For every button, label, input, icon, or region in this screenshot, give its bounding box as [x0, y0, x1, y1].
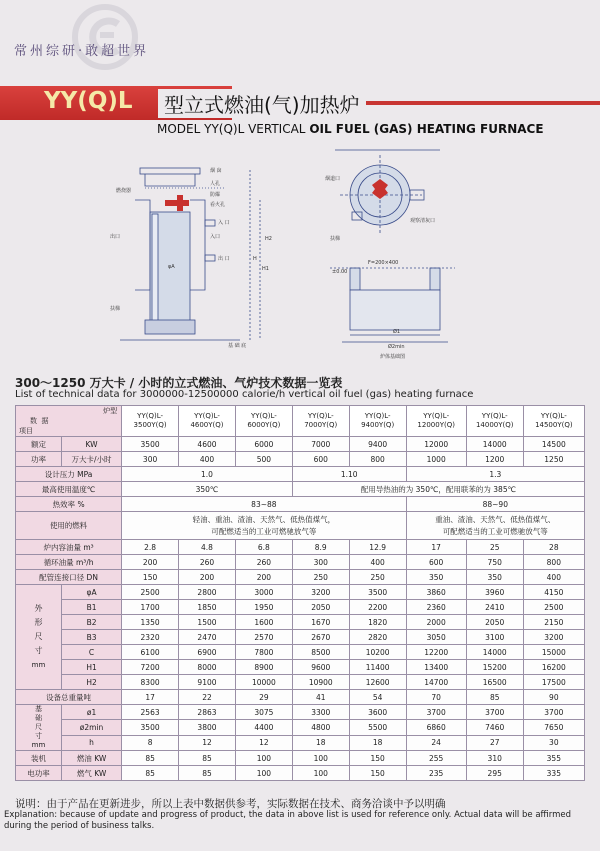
table-cell: 100 — [292, 766, 349, 781]
corner-mid2: 据 — [41, 417, 49, 425]
drawing-label-explosion: 防爆 — [210, 192, 221, 198]
table-cell: 800 — [349, 452, 406, 467]
table-cell: 8900 — [235, 660, 292, 675]
table-row — [16, 555, 585, 570]
drawing-label-ladder: 扶梯 — [110, 306, 121, 312]
table-cell: 600 — [292, 452, 349, 467]
row-unit: C — [61, 645, 121, 660]
table-cell: 3200 — [292, 585, 349, 600]
table-cell: 12000 — [406, 437, 466, 452]
table-cell: 9400 — [349, 437, 406, 452]
table-cell: 3100 — [466, 630, 523, 645]
table-cell: 85 — [122, 766, 179, 781]
table-cell: 400 — [349, 555, 406, 570]
dim-row — [16, 675, 585, 690]
table-row — [16, 540, 585, 555]
table-cell: 22 — [179, 690, 236, 705]
table-cell: 1350 — [122, 615, 179, 630]
table-cell: 235 — [406, 766, 466, 781]
row-label: 装机 — [16, 751, 62, 766]
table-cell: 800 — [523, 555, 584, 570]
title-banner — [0, 86, 600, 120]
dim-row — [16, 585, 585, 600]
dims-char: 寸 — [34, 646, 43, 655]
table-cell: 150 — [349, 751, 406, 766]
row-unit: H2 — [61, 675, 121, 690]
title-en-prefix: MODEL YY(Q)L VERTICAL — [157, 122, 310, 136]
table-cell: 16200 — [523, 660, 584, 675]
table-cell: 350 — [466, 570, 523, 585]
table-cell: 41 — [292, 690, 349, 705]
table-cell: 配用导热油的为 350℃，配用联苯的为 385℃ — [292, 482, 584, 497]
table-cell: 150 — [122, 570, 179, 585]
table-cell: 350 — [406, 570, 466, 585]
table-cell: 8 — [122, 735, 179, 750]
table-cell: 250 — [349, 570, 406, 585]
table-cell: 100 — [235, 751, 292, 766]
table-cell: 1670 — [292, 615, 349, 630]
table-cell: 2670 — [292, 630, 349, 645]
company-slogan: 常州综研·敢超世界 — [14, 44, 150, 59]
row-label: 炉内容油量 m³ — [16, 540, 122, 555]
table-cell: 3700 — [466, 705, 523, 720]
table-cell: 1.3 — [406, 467, 584, 482]
row-unit: H1 — [61, 660, 121, 675]
table-cell: 85 — [179, 751, 236, 766]
found-char: 础 — [34, 714, 42, 722]
table-cell: 14700 — [406, 675, 466, 690]
row-label: 最高使用温度℃ — [16, 482, 122, 497]
table-cell: 3500 — [349, 585, 406, 600]
table-cell: 6.8 — [235, 540, 292, 555]
table-row — [16, 482, 585, 497]
drawing-label-smoke: 烟 囱 — [210, 168, 222, 174]
table-cell: 4.8 — [179, 540, 236, 555]
row-label: 功率 — [16, 452, 62, 467]
found-char: mm — [31, 741, 46, 749]
table-cell: 255 — [406, 751, 466, 766]
table-cell: 3700 — [406, 705, 466, 720]
table-cell: 12.9 — [349, 540, 406, 555]
table-cell: 3500 — [122, 720, 179, 735]
table-cell: 2470 — [179, 630, 236, 645]
table-cell: 300 — [292, 555, 349, 570]
table-cell: 12 — [235, 735, 292, 750]
table-cell: 13400 — [406, 660, 466, 675]
foundation-row — [16, 720, 585, 735]
row-unit: ø2min — [61, 720, 121, 735]
row-label: 热效率 % — [16, 497, 122, 512]
table-cell: 16500 — [466, 675, 523, 690]
dim-row — [16, 600, 585, 615]
table-cell: 8.9 — [292, 540, 349, 555]
table-cell: 85 — [179, 766, 236, 781]
row-label: 额定 — [16, 437, 62, 452]
table-cell: 12 — [179, 735, 236, 750]
table-cell: 2563 — [122, 705, 179, 720]
table-cell: 2863 — [179, 705, 236, 720]
table-cell: 10000 — [235, 675, 292, 690]
table-row — [16, 467, 585, 482]
drawing-label-observation: 看火孔 — [210, 202, 226, 208]
table-cell: 400 — [179, 452, 236, 467]
table-cell: 2320 — [122, 630, 179, 645]
drawing-label-outlet-left: 出口 — [110, 234, 121, 240]
table-cell: 1700 — [122, 600, 179, 615]
table-cell: 4800 — [292, 720, 349, 735]
table-cell: 29 — [235, 690, 292, 705]
table-cell — [122, 512, 406, 540]
table-cell: 83~88 — [122, 497, 406, 512]
table-cell: 3200 — [523, 630, 584, 645]
table-cell: 3500 — [122, 437, 179, 452]
dims-char: mm — [31, 661, 46, 669]
table-row — [16, 437, 585, 452]
table-cell: 17 — [122, 690, 179, 705]
corner-bottom: 项目 — [19, 427, 33, 435]
table-cell: 1000 — [406, 452, 466, 467]
table-cell: 4150 — [523, 585, 584, 600]
table-row — [16, 452, 585, 467]
table-cell: 10200 — [349, 645, 406, 660]
row-unit: φA — [61, 585, 121, 600]
dims-group-label — [16, 585, 62, 690]
table-cell: 7460 — [466, 720, 523, 735]
table-cell: 8500 — [292, 645, 349, 660]
fuel-line: 重油、渣油、天然气、低热值煤气、 — [435, 514, 556, 524]
table-cell: 3800 — [179, 720, 236, 735]
table-cell: 200 — [122, 555, 179, 570]
table-cell: 30 — [523, 735, 584, 750]
drawing-label-inlet: 入 口 — [218, 220, 230, 226]
table-cell: 15000 — [523, 645, 584, 660]
dim-row — [16, 630, 585, 645]
fuel-line: 可配燃适当的工业可燃驰放气等 — [211, 526, 317, 536]
table-cell: 200 — [179, 570, 236, 585]
table-cell: 7650 — [523, 720, 584, 735]
drawing-label-oil-inlet: 入口 — [210, 234, 221, 240]
table-cell: 11400 — [349, 660, 406, 675]
table-row — [16, 690, 585, 705]
table-cell: 85 — [466, 690, 523, 705]
table-cell: 6000 — [235, 437, 292, 452]
table-cell: 3960 — [466, 585, 523, 600]
table-cell: 25 — [466, 540, 523, 555]
table-cell: 4600 — [179, 437, 236, 452]
table-title-cn: 300～1250 万大卡 / 小时的立式燃油、气炉技术数据一览表 — [15, 376, 343, 390]
front-view — [120, 168, 260, 340]
table-cell: 1200 — [466, 452, 523, 467]
drawing-label-H: H — [253, 256, 257, 262]
row-label: 循环油量 m³/h — [16, 555, 122, 570]
table-cell: 260 — [235, 555, 292, 570]
foundation-row — [16, 705, 585, 720]
found-char: 寸 — [34, 732, 42, 740]
table-cell: 8300 — [122, 675, 179, 690]
table-cell: 3860 — [406, 585, 466, 600]
table-cell: 1950 — [235, 600, 292, 615]
model-header: YY(Q)L-7000Y(Q) — [292, 406, 349, 437]
corner-cell — [16, 406, 122, 437]
table-cell: 12200 — [406, 645, 466, 660]
table-cell: 3600 — [349, 705, 406, 720]
table-cell: 100 — [292, 751, 349, 766]
table-cell: 335 — [523, 766, 584, 781]
drawing-label-H1: H1 — [262, 266, 269, 272]
table-cell: 310 — [466, 751, 523, 766]
drawing-label-F: F=200×400 — [368, 260, 399, 266]
dims-char: 尺 — [34, 632, 43, 641]
table-cell: 1600 — [235, 615, 292, 630]
furnace-drawing — [110, 140, 580, 365]
table-cell: 8000 — [179, 660, 236, 675]
table-cell: 2500 — [523, 600, 584, 615]
row-label: 设计压力 MPa — [16, 467, 122, 482]
table-cell: 1.10 — [292, 467, 406, 482]
table-cell: 260 — [179, 555, 236, 570]
fuel-line: 可配燃适当的工业可燃驰放气等 — [442, 526, 548, 536]
table-cell: 7200 — [122, 660, 179, 675]
table-cell: 150 — [349, 766, 406, 781]
table-cell: 4400 — [235, 720, 292, 735]
table-cell: 14500 — [523, 437, 584, 452]
table-cell: 7000 — [292, 437, 349, 452]
foundation-row — [16, 735, 585, 750]
drawing-label-side-ladder: 扶梯 — [330, 236, 341, 242]
table-cell: 1850 — [179, 600, 236, 615]
table-cell: 2570 — [235, 630, 292, 645]
table-row — [16, 751, 585, 766]
table-cell: 3050 — [406, 630, 466, 645]
table-cell: 18 — [349, 735, 406, 750]
table-cell: 2200 — [349, 600, 406, 615]
table-cell: 17500 — [523, 675, 584, 690]
table-cell: 6860 — [406, 720, 466, 735]
table-cell: 600 — [406, 555, 466, 570]
table-row — [16, 766, 585, 781]
table-cell: 27 — [466, 735, 523, 750]
table-cell: 2800 — [179, 585, 236, 600]
drawing-label-manhole: 人孔 — [210, 181, 221, 187]
company-logo — [70, 2, 140, 72]
dim-row — [16, 645, 585, 660]
row-label: 电功率 — [16, 766, 62, 781]
table-row — [16, 512, 585, 540]
table-cell: 17 — [406, 540, 466, 555]
drawing-label-foundation: 炉体基础图 — [380, 354, 406, 360]
table-cell: 54 — [349, 690, 406, 705]
corner-top: 炉型 — [103, 407, 118, 415]
table-cell: 1500 — [179, 615, 236, 630]
table-header-row — [16, 406, 585, 437]
table-row — [16, 570, 585, 585]
row-unit: B1 — [61, 600, 121, 615]
row-unit: h — [61, 735, 121, 750]
table-cell: 14000 — [466, 437, 523, 452]
model-header: YY(Q)L-4600Y(Q) — [179, 406, 236, 437]
table-cell: 3700 — [523, 705, 584, 720]
drawing-label-side-outlet: 烟道口 — [325, 176, 341, 182]
table-cell: 100 — [235, 766, 292, 781]
table-cell: 2050 — [466, 615, 523, 630]
row-label: 设备总重量吨 — [16, 690, 122, 705]
table-cell: 10900 — [292, 675, 349, 690]
corner-mid1: 数 — [30, 417, 37, 425]
table-cell: 90 — [523, 690, 584, 705]
table-cell: 250 — [292, 570, 349, 585]
explanation-cn: 说明：由于产品在更新进步，所以上表中数据供参考，实际数据在技术、商务洽谈中予以明确 — [15, 798, 446, 810]
table-cell: 295 — [466, 766, 523, 781]
found-char: 尺 — [34, 723, 42, 731]
table-cell: 70 — [406, 690, 466, 705]
table-cell: 2000 — [406, 615, 466, 630]
table-cell: 500 — [235, 452, 292, 467]
table-cell: 28 — [523, 540, 584, 555]
table-cell: 9100 — [179, 675, 236, 690]
drawing-label-side-cleaning: 观察清灰口 — [410, 218, 436, 224]
burner-icon — [165, 195, 189, 211]
title-en — [157, 122, 544, 136]
table-cell: 12600 — [349, 675, 406, 690]
corner-mid — [16, 416, 121, 426]
technical-data-table — [15, 405, 585, 781]
table-cell: 2.8 — [122, 540, 179, 555]
model-header: YY(Q)L-9400Y(Q) — [349, 406, 406, 437]
table-cell: 3300 — [292, 705, 349, 720]
table-cell: 1.0 — [122, 467, 293, 482]
row-label: 配管连接口径 DN — [16, 570, 122, 585]
row-unit: 万大卡/小时 — [61, 452, 121, 467]
table-cell: 3000 — [235, 585, 292, 600]
table-cell: 85 — [122, 751, 179, 766]
drawing-label-d1: Ø1 — [393, 329, 401, 335]
drawing-label-d2: Ø2min — [388, 344, 405, 350]
table-cell: 355 — [523, 751, 584, 766]
table-cell: 6100 — [122, 645, 179, 660]
model-header: YY(Q)L-14500Y(Q) — [523, 406, 584, 437]
row-unit: ø1 — [61, 705, 121, 720]
dims-char: 形 — [34, 618, 43, 627]
row-unit: B3 — [61, 630, 121, 645]
table-row — [16, 497, 585, 512]
table-cell: 2150 — [523, 615, 584, 630]
table-cell: 350℃ — [122, 482, 293, 497]
table-title-en: List of technical data for 3000000-12500000 calorie/h vertical oil fuel (gas) heating furnace — [15, 389, 474, 400]
table-cell: 5500 — [349, 720, 406, 735]
found-char: 基 — [34, 705, 42, 713]
table-cell: 18 — [292, 735, 349, 750]
table-cell: 14000 — [466, 645, 523, 660]
drawing-label-base: 基 础 底 — [228, 343, 247, 349]
table-cell: 400 — [523, 570, 584, 585]
row-unit: KW — [61, 437, 121, 452]
found-group-label — [16, 705, 62, 751]
dim-row — [16, 660, 585, 675]
drawing-label-burner: 燃烧器 — [116, 188, 132, 194]
explanation-en: Explanation: because of update and progress of product, the data in above list is used for reference only. Actual data will be affirmed during the period of business talks. — [4, 810, 571, 831]
table-cell — [406, 512, 584, 540]
drawing-label-outlet: 出 口 — [218, 256, 230, 262]
title-en-bold: OIL FUEL (GAS) HEATING FURNACE — [309, 122, 544, 136]
row-unit: B2 — [61, 615, 121, 630]
title-cn: 型立式燃油(气)加热炉 — [158, 89, 366, 118]
table-cell: 200 — [235, 570, 292, 585]
dims-char: 外 — [34, 604, 43, 613]
row-unit: 燃油 KW — [61, 751, 121, 766]
table-cell: 2820 — [349, 630, 406, 645]
model-header: YY(Q)L-6000Y(Q) — [235, 406, 292, 437]
table-cell: 7800 — [235, 645, 292, 660]
table-cell: 750 — [466, 555, 523, 570]
fuel-line: 轻油、重油、渣油、天然气、低热值煤气， — [192, 514, 336, 524]
row-unit: 燃气 KW — [61, 766, 121, 781]
table-cell: 2360 — [406, 600, 466, 615]
table-cell: 2410 — [466, 600, 523, 615]
model-header: YY(Q)L-14000Y(Q) — [466, 406, 523, 437]
table-cell: 3075 — [235, 705, 292, 720]
dim-row — [16, 615, 585, 630]
table-cell: 9600 — [292, 660, 349, 675]
model-header: YY(Q)L-12000Y(Q) — [406, 406, 466, 437]
table-cell: 6900 — [179, 645, 236, 660]
table-cell: 1250 — [523, 452, 584, 467]
model-header: YY(Q)L-3500Y(Q) — [122, 406, 179, 437]
drawing-label-H2: H2 — [265, 236, 272, 242]
table-cell: 15200 — [466, 660, 523, 675]
table-cell: 1820 — [349, 615, 406, 630]
table-cell: 2050 — [292, 600, 349, 615]
table-cell: 88~90 — [406, 497, 584, 512]
drawing-label-elev: ±0.00 — [332, 269, 348, 275]
drawing-label-A: φA — [168, 264, 175, 270]
row-label: 使用的燃料 — [16, 512, 122, 540]
model-code: YY(Q)L — [44, 88, 133, 114]
table-cell: 2500 — [122, 585, 179, 600]
table-cell: 24 — [406, 735, 466, 750]
table-cell: 300 — [122, 452, 179, 467]
